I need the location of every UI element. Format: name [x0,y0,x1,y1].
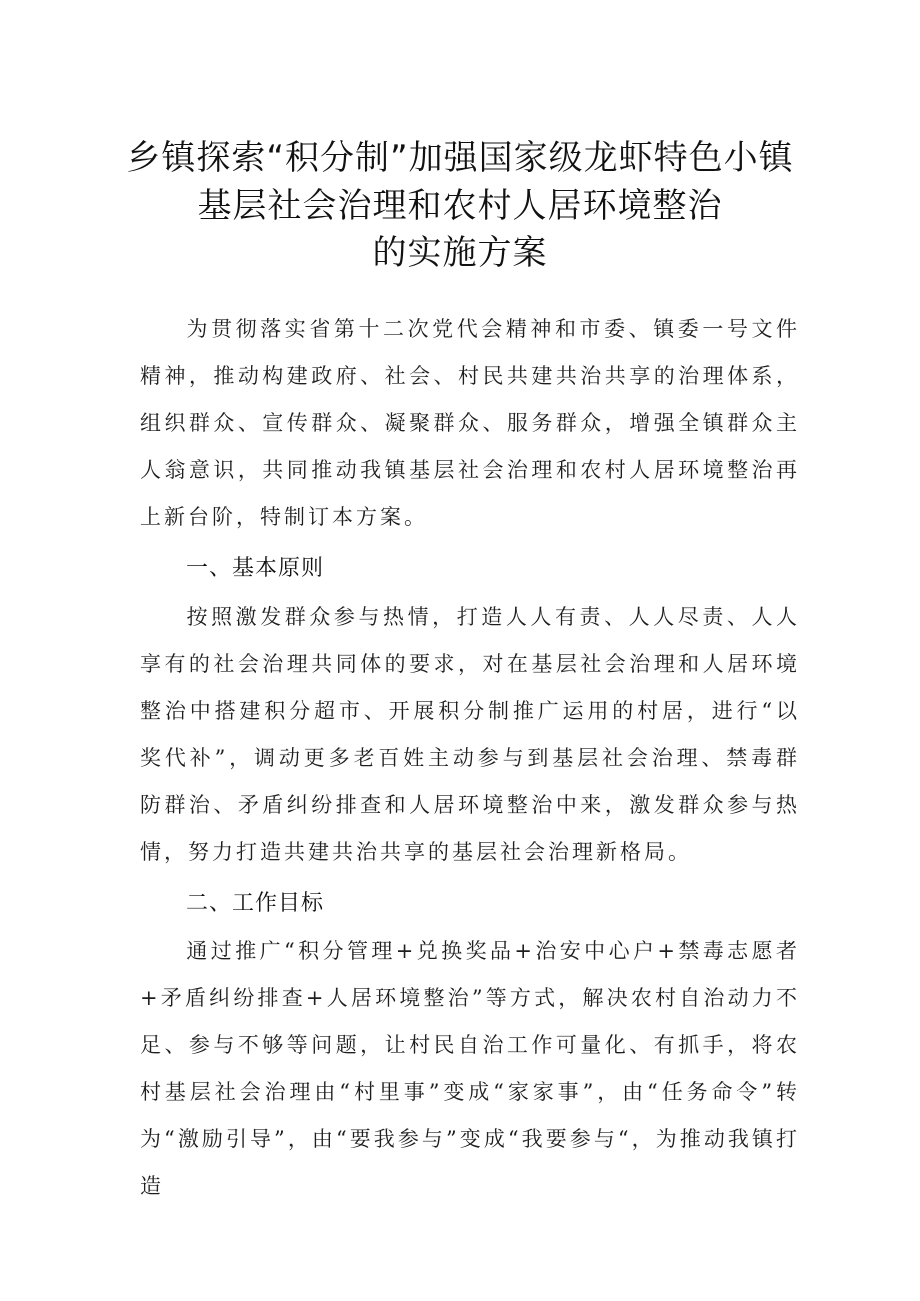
section-1-paragraph [140,594,800,876]
section-2-paragraph-text: 通过推广“积分管理+兑换奖品+治安中心户+禁毒志愿者+矛盾纠纷排查+人居环境整治”等方式，解决农村自治动力不足、参与不够等问题，让村民自治工作可量化、有抓手，将农村基层社会治理由“村里事”变成“家家事”，由“任务命令”转为“激励引导”，由“要我参与”变成“我要参与“，为推动我镇打造 [140,939,800,1198]
section-2-paragraph [140,928,800,1210]
document-title-line-1: 乡镇探索“积分制”加强国家级龙虾特色小镇 [126,138,794,178]
document-title-line-2: 基层社会治理和农村人居环境整治 [197,186,723,226]
intro-paragraph [140,306,800,541]
section-1-paragraph-text: 按照激发群众参与热情，打造人人有责、人人尽责、人人享有的社会治理共同体的要求，对在基层社会治理和人居环境整治中搭建积分超市、开展积分制推广运用的村居，进行“以奖代补”，调动更多老百姓主动参与到基层社会治理、禁毒群防群治、矛盾纠纷排查和人居环境整治中来，激发群众参与热情，努力打造共建共治共享的基层社会治理新格局。 [140,605,800,864]
section-2-heading: 二、工作目标 [186,891,325,916]
section-1-heading: 一、基本原则 [186,556,325,581]
intro-paragraph-text: 为贯彻落实省第十二次党代会精神和市委、镇委一号文件精神，推动构建政府、社会、村民共建共治共享的治理体系，组织群众、宣传群众、凝聚群众、服务群众，增强全镇群众主人翁意识，共同推动我镇基层社会治理和农村人居环境整治再上新台阶，特制订本方案。 [140,317,800,529]
document-title-line-3: 的实施方案 [372,233,548,273]
